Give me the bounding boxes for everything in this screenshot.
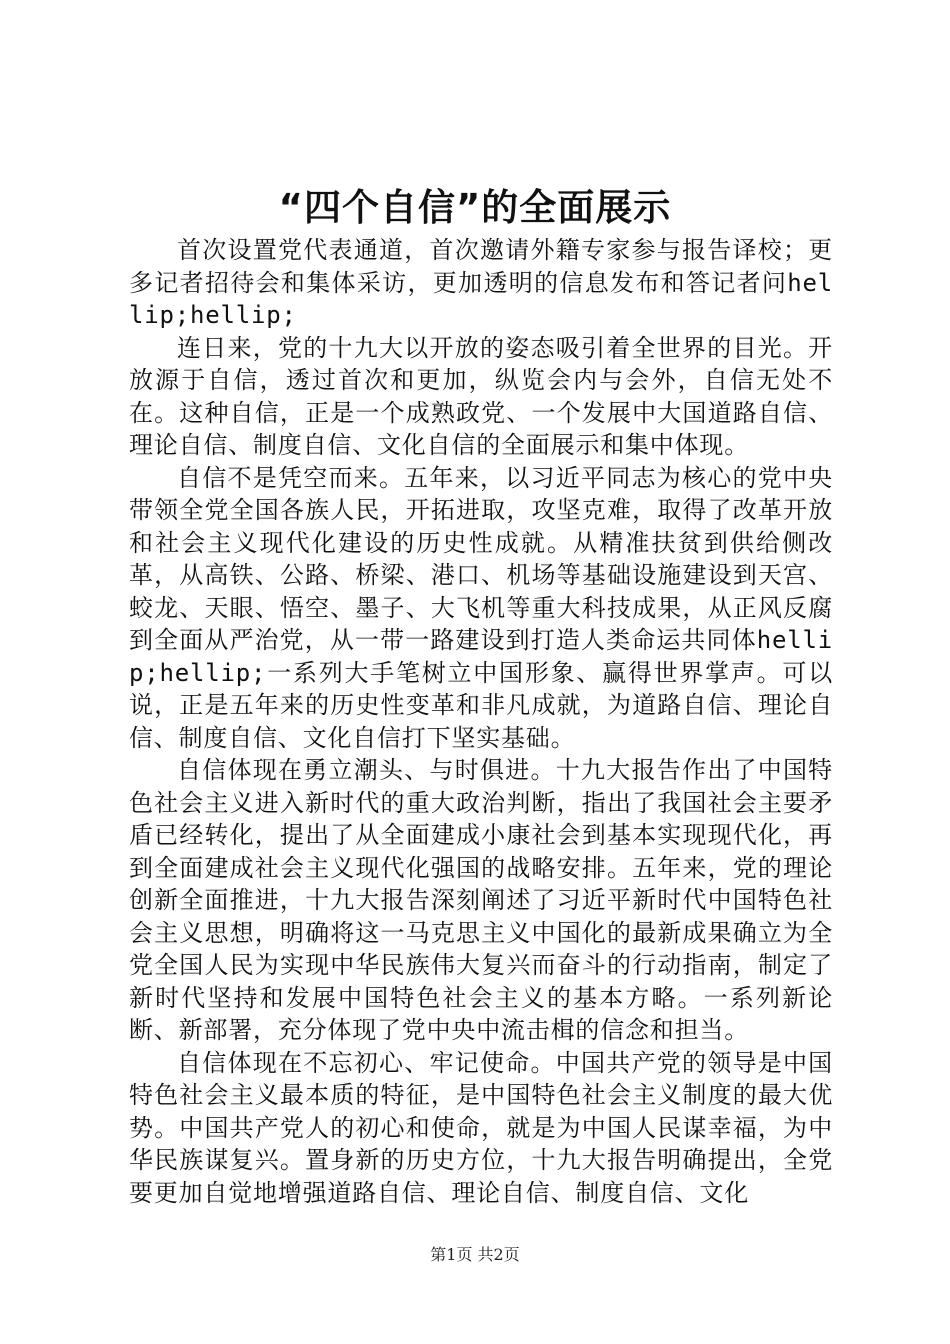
paragraph-5: 自信体现在不忘初心、牢记使命。中国共产党的领导是中国特色社会主义最本质的特征，是中国特色社会主义制度的最大优势。中国共产党人的初心和使命，就是为中国人民谋幸福，为中华民族谋复兴。置身新的历史方位，十九大报告明确提出，全党要更加自觉地增强道路自信、理论自信、制度自信、文化 xyxy=(129,1048,833,1207)
document-title: “四个自信”的全面展示 xyxy=(278,186,672,229)
paragraph-3: 自信不是凭空而来。五年来，以习近平同志为核心的党中央带领全党全国各族人民，开拓进取，攻坚克难，取得了改革开放和社会主义现代化建设的历史性成就。从精准扶贫到供给侧改革，从高铁、公路、桥梁、港口、机场等基础设施建设到天宫、蛟龙、天眼、悟空、墨子、大飞机等重大科技成果，从正风反腐到全面从严治党，从一带一路建设到打造人类命运共同体hellip;hellip;一系列大手笔树立中国形象、赢得世界掌声。可以说，正是五年来的历史性变革和非凡成就，为道路自信、理论自信、制度自信、文化自信打下坚实基础。 xyxy=(129,463,833,752)
page-number-footer: 第1页 共2页 xyxy=(430,1245,520,1264)
paragraph-2: 连日来，党的十九大以开放的姿态吸引着全世界的目光。开放源于自信，透过首次和更加，纵览会内与会外，自信无处不在。这种自信，正是一个成熟政党、一个发展中大国道路自信、理论自信、制度自信、文化自信的全面展示和集中体现。 xyxy=(129,333,833,459)
paragraph-4: 自信体现在勇立潮头、与时俱进。十九大报告作出了中国特色社会主义进入新时代的重大政治判断，指出了我国社会主要矛盾已经转化，提出了从全面建成小康社会到基本实现现代化，再到全面建成社会主义现代化强国的战略安排。五年来，党的理论创新全面推进，十九大报告深刻阐述了习近平新时代中国特色社会主义思想，明确将这一马克思主义中国化的最新成果确立为全党全国人民为实现中华民族伟大复兴而奋斗的行动指南，制定了新时代坚持和发展中国特色社会主义的基本方略。一系列新论断、新部署，充分体现了党中央中流击楫的信念和担当。 xyxy=(129,756,833,1044)
document-body xyxy=(129,234,833,1209)
paragraph-1: 首次设置党代表通道，首次邀请外籍专家参与报告译校；更多记者招待会和集体采访，更加透明的信息发布和答记者问hellip;hellip; xyxy=(129,236,833,329)
